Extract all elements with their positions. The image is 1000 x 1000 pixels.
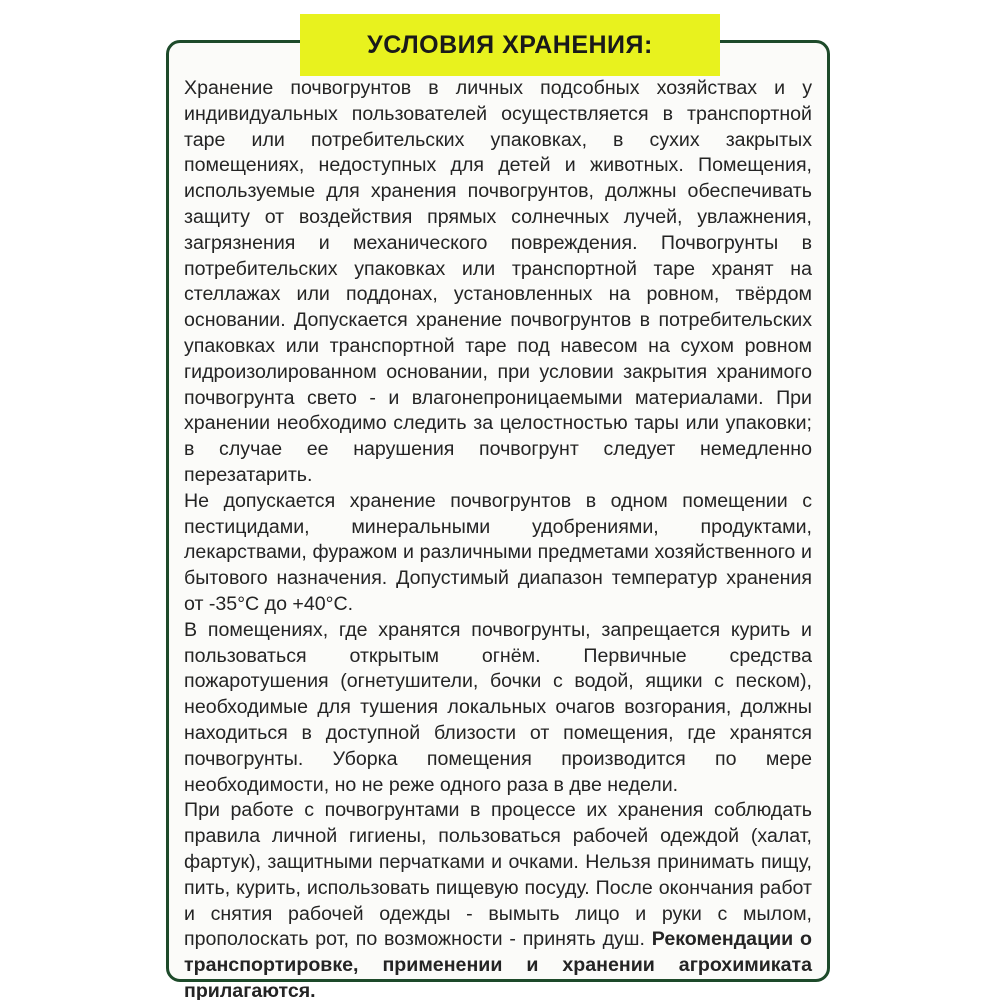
paragraph: Хранение почвогрунтов в личных подсобных хозяйствах и у индивидуальных пользователей осуществляется в транспортной таре или потребительских упаковках, в сухих закрытых помещениях, недоступных для детей и животных. Помещения, используемые для хранения почвогрунтов, должны обеспечивать защиту от воздействия прямых солнечных лучей, увлажнения, загрязнения и механического повреждения. Почвогрунты в потребительских упаковках или транспортной таре хранят на стеллажах или поддонах, установленных на ровном, твёрдом основании. Допускается хранение почвогрунтов в потребительских упаковках или транспортной таре под навесом на сухом ровном гидроизолированном основании, при условии закрытия хранимого почвогрунта свето - и влагонепроницаемыми материалами. При хранении необходимо следить за целостностью тары или упаковки; в случае ее нарушения почвогрунт следует немедленно перезатарить. [184, 77, 812, 486]
paragraph: Не допускается хранение почвогрунтов в одном помещении с пестицидами, минеральными удобрениями, продуктами, лекарствами, фуражом и различными предметами хозяйственного и бытового назначения. Допустимый диапазон температур хранения от -35°С до +40°С. [184, 489, 812, 615]
recommendation-note: Рекомендации о транспортировке, применении и хранении агрохимиката прилагаются. [184, 928, 812, 1000]
page-title: УСЛОВИЯ ХРАНЕНИЯ: [367, 30, 653, 59]
title-banner [300, 14, 720, 76]
storage-conditions-text [184, 76, 812, 1000]
paragraph-text: При работе с почвогрунтами в процессе их хранения соблюдать правила личной гигиены, пользоваться рабочей одеждой (халат, фартук), защитными перчатками и очками. Нельзя принимать пищу, пить, курить, использовать пищевую посуду. После окончания работ и снятия рабочей одежды - вымыть лицо и руки с мылом, прополоскать рот, по возможности - принять душ. [184, 799, 812, 951]
paragraph [184, 798, 812, 1000]
paragraph: В помещениях, где хранятся почвогрунты, запрещается курить и пользоваться открытым огнём. Первичные средства пожаротушения (огнетушители, бочки с водой, ящики с песком), необходимые для тушения локальных очагов возгорания, должны находиться в доступной близости от помещения, где хранятся почвогрунты. Уборка помещения производится по мере необходимости, но не реже одного раза в две недели. [184, 618, 812, 796]
